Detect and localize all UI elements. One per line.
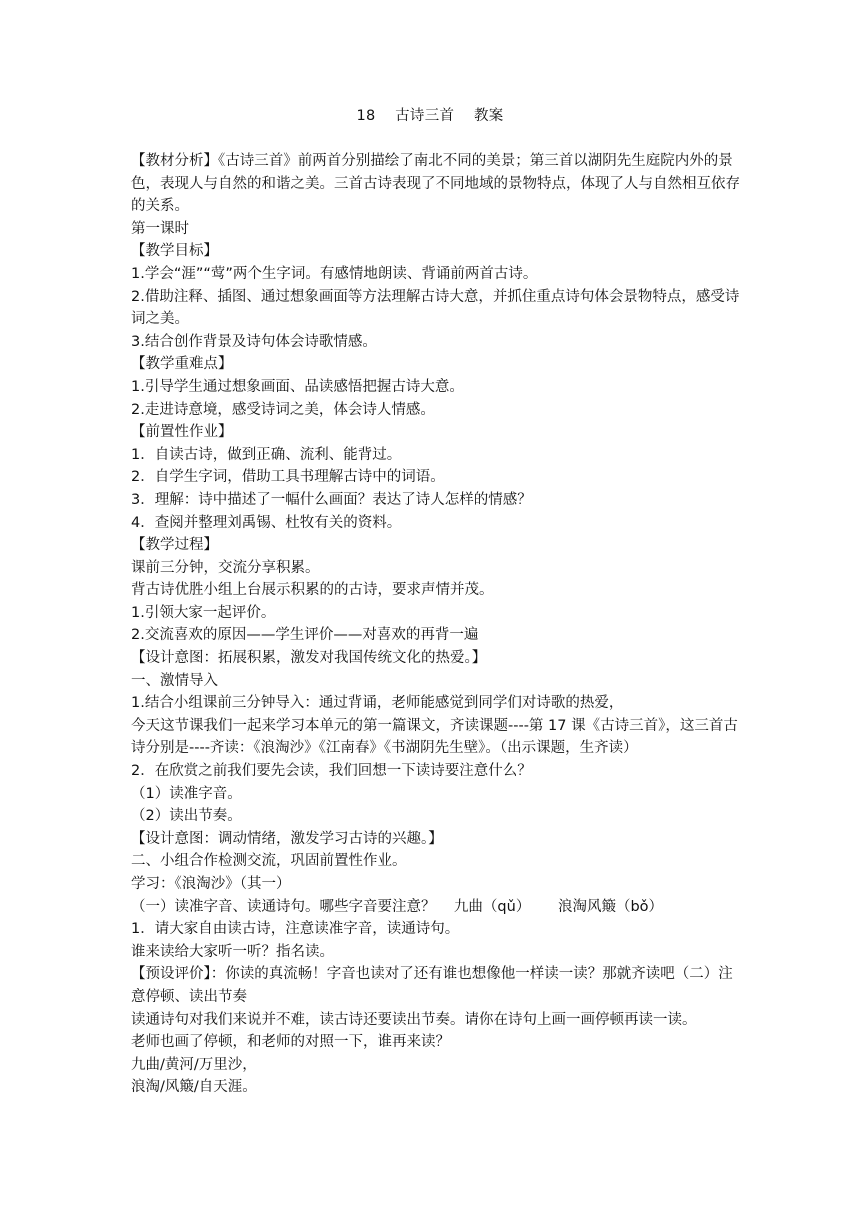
- process-line: （2）读出节奏。: [131, 808, 242, 825]
- paragraph-material-analysis: 【教材分析】《古诗三首》前两首分别描绘了南北不同的美景；第三首以湖阴先生庭院内外的景色，表现人与自然的和谐之美。三首古诗表现了不同地域的景物特点，体现了人与自然相互依存的关系。: [131, 153, 740, 215]
- poem-line: 浪淘/风簸/自天涯。: [131, 1079, 257, 1096]
- process-line: （一）读准字音、读通诗句。哪些字音要注意？ 九曲（qǔ） 浪淘风簸（bǒ）: [131, 898, 664, 915]
- paragraph-first-lesson: 第一课时: [131, 220, 189, 237]
- process-line: 背古诗优胜小组上台展示积累的的古诗，要求声情并茂。: [131, 582, 494, 599]
- key-point-2: 2.走进诗意境，感受诗词之美，体会诗人情感。: [131, 401, 435, 418]
- process-line: 2.交流喜欢的原因——学生评价——对喜欢的再背一遍: [131, 627, 479, 644]
- design-intent-note: 【设计意图：拓展积累，激发对我国传统文化的热爱。】: [131, 650, 487, 667]
- process-line: 1.引领大家一起评价。: [131, 604, 276, 621]
- homework-item-3: 3．理解：诗中描述了一幅什么画面？表达了诗人怎样的情感？: [131, 491, 532, 508]
- homework-item-2: 2．自学生字词，借助工具书理解古诗中的词语。: [131, 469, 445, 486]
- process-line: 今天这节课我们一起来学习本单元的第一篇课文，齐读课题----第 17 课《古诗三首》，这三首古诗分别是----齐读：《浪淘沙》《江南春》《书湖阴先生壁》。（出示课题，生齐读）: [131, 717, 738, 757]
- document-title: 18 古诗三首 教案: [356, 108, 504, 124]
- section-heading-intro: 一、激情导入: [131, 672, 218, 689]
- process-line: 读通诗句对我们来说并不难，读古诗还要读出节奏。请你在诗句上画一画停顿再读一读。: [131, 1011, 697, 1028]
- process-line: 学习：《浪淘沙》（其一）: [131, 876, 291, 892]
- process-line: 谁来读给大家听一听？指名读。: [131, 943, 334, 960]
- key-point-1: 1.引导学生通过想象画面、品读感悟把握古诗大意。: [131, 378, 464, 395]
- heading-teaching-process: 【教学过程】: [131, 537, 218, 554]
- homework-item-1: 1．自读古诗，做到正确、流利、能背过。: [131, 446, 402, 463]
- process-line: 老师也画了停顿，和老师的对照一下，谁再来读？: [131, 1034, 450, 1051]
- section-heading-group-work: 二、小组合作检测交流，巩固前置性作业。: [131, 853, 407, 870]
- document-body: [131, 150, 741, 1099]
- poem-line: 九曲/黄河/万里沙，: [131, 1056, 257, 1073]
- goal-item-2: 2.借助注释、插图、通过想象画面等方法理解古诗大意，并抓住重点诗句体会景物特点，感受诗词之美。: [131, 288, 740, 328]
- heading-key-points: 【教学重难点】: [131, 356, 233, 373]
- design-intent-note: 【设计意图：调动情绪，激发学习古诗的兴趣。】: [131, 830, 443, 847]
- process-line: 课前三分钟，交流分享积累。: [131, 559, 320, 576]
- process-line: 2．在欣赏之前我们要先会读，我们回想一下读诗要注意什么？: [131, 763, 532, 780]
- heading-teaching-goals: 【教学目标】: [131, 243, 218, 260]
- goal-item-1: 1.学会“涯”“莺”两个生字词。有感情地朗读、背诵前两首古诗。: [131, 265, 538, 282]
- homework-item-4: 4．查阅并整理刘禹锡、杜牧有关的资料。: [131, 514, 402, 531]
- goal-item-3: 3.结合创作背景及诗句体会诗歌情感。: [131, 333, 377, 350]
- process-line: 1．请大家自由读古诗，注意读准字音，读通诗句。: [131, 921, 460, 938]
- preset-evaluation: 【预设评价】：你读的真流畅！字音也读对了还有谁也想像他一样读一读？那就齐读吧（二）注意停顿、读出节奏: [131, 966, 733, 1005]
- process-line: 1.结合小组课前三分钟导入：通过背诵，老师能感觉到同学们对诗歌的热爱，: [131, 695, 624, 712]
- heading-prep-homework: 【前置性作业】: [131, 424, 233, 441]
- process-line: （1）读准字音。: [131, 785, 242, 802]
